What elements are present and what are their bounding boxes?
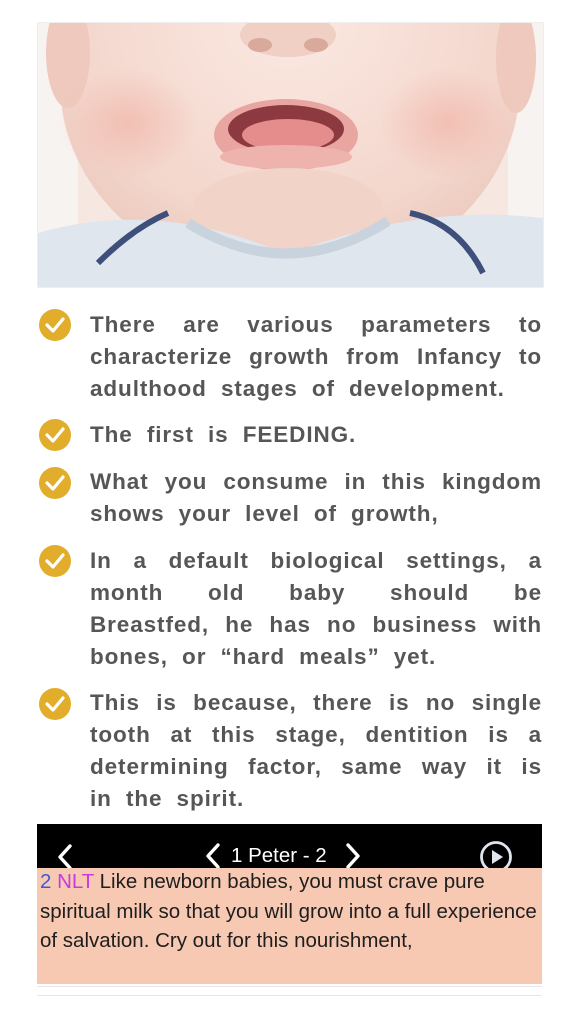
divider xyxy=(37,986,542,996)
bullet-text: There are various parameters to characterize growth from Infancy to adulthood stages of development. xyxy=(90,312,542,401)
check-circle-icon xyxy=(39,467,71,499)
check-circle-icon xyxy=(39,545,71,577)
translation-link[interactable]: NLT xyxy=(57,870,94,893)
baby-photo xyxy=(37,22,544,288)
check-circle-icon xyxy=(39,419,71,451)
verse-content: Like newborn babies, you must crave pure spiritual milk so that you will grow into a full experience of salvation. Cry out for this nourishment, xyxy=(40,870,537,952)
verse-panel xyxy=(37,868,542,984)
check-circle-icon xyxy=(39,309,71,341)
check-circle-icon xyxy=(39,688,71,720)
bullet-text: The first is FEEDING. xyxy=(90,422,357,447)
verse-number: 2 xyxy=(40,870,52,893)
verse-nav-bar xyxy=(37,824,542,868)
bullet-text: What you consume in this kingdom shows your level of growth, xyxy=(90,469,542,526)
verse-text-block xyxy=(40,867,540,956)
chapter-reference[interactable]: 1 Peter - 2 xyxy=(231,844,327,867)
bullet-text: In a default biological settings, a month old baby should be Breastfed, he has no business with bones, or “hard meals” yet. xyxy=(90,548,542,669)
bullet-text: This is because, there is no single tooth at this stage, dentition is a determining factor, same way it is in the spirit. xyxy=(90,690,542,811)
play-audio-icon[interactable] xyxy=(479,840,507,868)
